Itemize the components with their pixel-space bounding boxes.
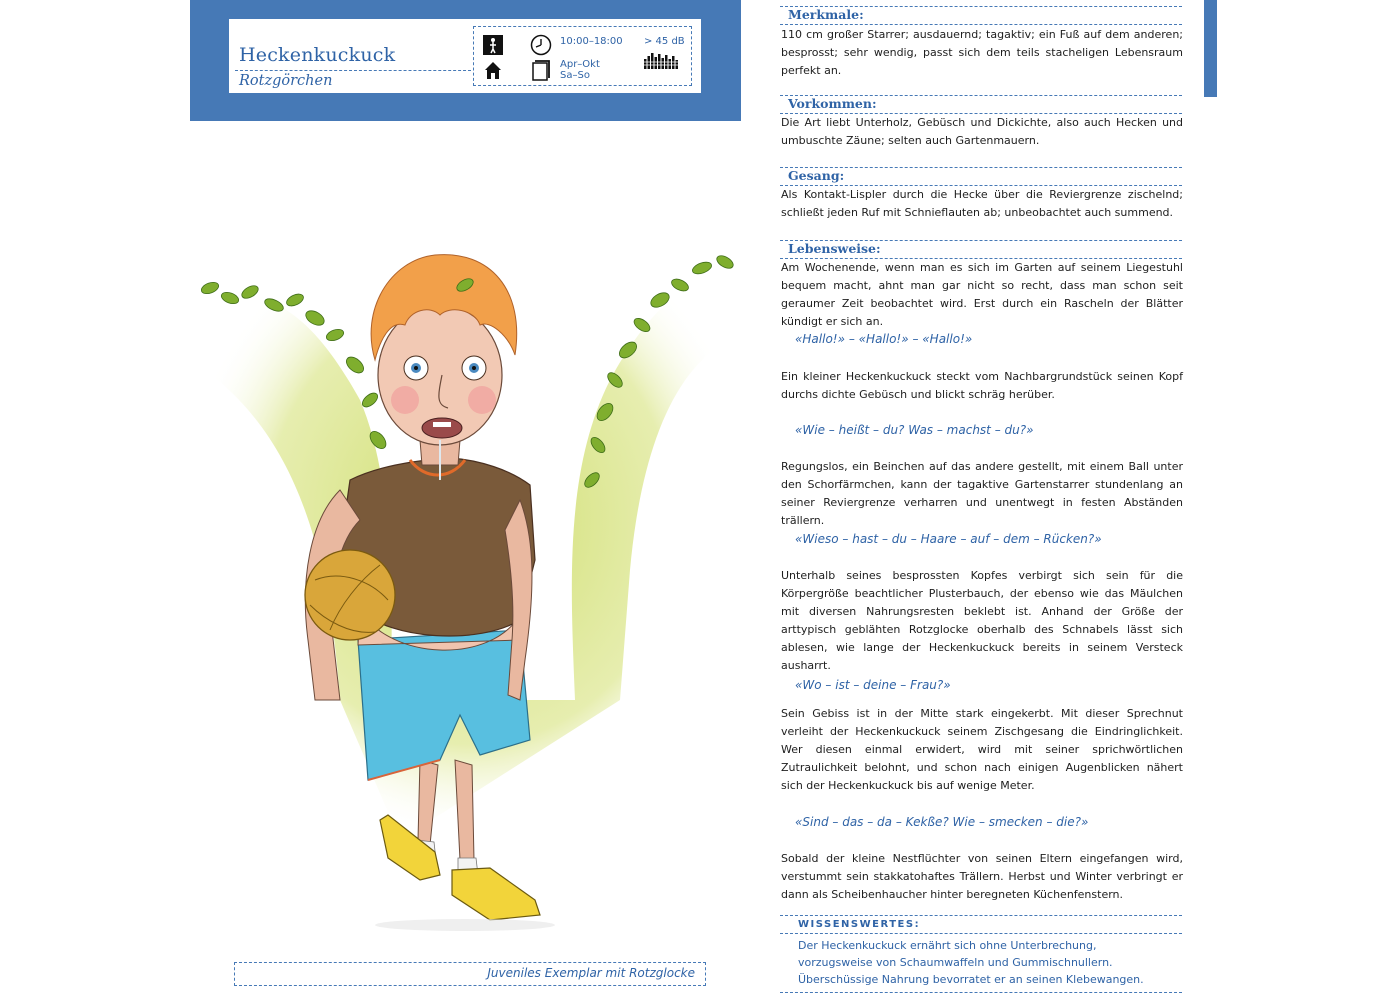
heading-vorkommen: Vorkommen: bbox=[788, 96, 877, 111]
heading-wissenswertes: WISSENSWERTES: bbox=[798, 919, 921, 930]
juvenile-figure bbox=[305, 255, 540, 920]
quote-3: «Wieso – hast – du – Haare – auf – dem – Rücken?» bbox=[795, 532, 1102, 546]
illustration bbox=[190, 140, 750, 940]
illustration-caption: Juveniles Exemplar mit Rotzglocke bbox=[487, 966, 695, 980]
title-divider bbox=[235, 70, 471, 71]
info-box bbox=[473, 26, 692, 86]
text-lebensweise-3: Regungslos, ein Beinchen auf das andere gestellt, mit einem Ball unter den Schorfärmchen, kann der tagaktive Gartenstarrer stundenlang an seiner Reviergrenze verharren und unentwegt in festen Abständen trällern. bbox=[781, 460, 1183, 527]
heading-gesang: Gesang: bbox=[788, 168, 845, 183]
text-lebensweise-1: Am Wochenende, wenn man es sich im Garten auf seinem Liegestuhl bequem macht, ahnt man gar nicht so recht, dass man schon seit geraumer Zeit beobachtet wird. Erst durch ein Rascheln der Blätter kündigt er sich an. bbox=[781, 261, 1183, 328]
house-icon bbox=[483, 60, 503, 80]
section-divider bbox=[780, 24, 1182, 25]
text-lebensweise-4: Unterhalb seines besprossten Kopfes verbirgt sich sein für die Körpergröße beachtlicher Plusterbauch, der ebenso wie das Mäulchen mit diversen Nahrungsresten beklebt ist. Anhand der Größe der arttypisch geblähten Rotzglocke oberhalb des Schnabels lässt sich ablesen, wie lange der Heckenkuckuck bereits in seinem Versteck ausharrt. bbox=[781, 569, 1183, 672]
text-lebensweise-5: Sein Gebiss ist in der Mitte stark eingekerbt. Mit dieser Sprechnut verleiht der Heckenkuckuck seinem Zischgesang die Eindringlichkeit. Wer diesen einmal erwidert, wird mit seiner sprichwörtlichen Zutraulichkeit belohnt, und schon nach einigen Augenblicken nähert sich der Heckenkuckuck bis auf wenige Meter. bbox=[781, 707, 1183, 792]
time-range: 10:00–18:00 bbox=[560, 36, 623, 47]
text-merkmale: 110 cm großer Starrer; ausdauernd; tagaktiv; ein Fuß auf dem anderen; besprosst; sehr wendig, passt sich dem teils stacheligen Lebensraum perfekt an. bbox=[781, 28, 1183, 77]
section-divider bbox=[780, 933, 1182, 934]
text-lebensweise-2: Ein kleiner Heckenkuckuck steckt vom Nachbargrundstück seinen Kopf durchs dichte Gebüsch und blickt schräg herüber. bbox=[781, 370, 1183, 401]
species-nickname: Rotzgörchen bbox=[239, 73, 333, 89]
volume-bars-icon bbox=[644, 51, 680, 69]
quote-4: «Wo – ist – deine – Frau?» bbox=[795, 678, 951, 692]
section-divider bbox=[780, 915, 1182, 916]
text-lebensweise-6: Sobald der kleine Nestflüchter von seinen Eltern eingefangen wird, verstummt sein stakkatohaftes Trällern. Herbst und Winter verbringt er dann als Scheibenhaucher hinter beregneten Küchenfenstern. bbox=[781, 852, 1183, 901]
heading-merkmale: Merkmale: bbox=[788, 7, 864, 22]
caption-box bbox=[234, 962, 706, 986]
volume-level: > 45 dB bbox=[644, 36, 685, 47]
quote-5: «Sind – das – da – Kekße? Wie – smecken – die?» bbox=[795, 815, 1089, 829]
section-divider bbox=[780, 992, 1182, 993]
clock-icon bbox=[530, 34, 552, 56]
day-range: Sa–So bbox=[560, 70, 590, 81]
heading-lebensweise: Lebensweise: bbox=[788, 241, 881, 256]
text-wissenswertes: Der Heckenkuckuck ernährt sich ohne Unterbrechung, vorzugsweise von Schaumwaffeln und Gummischnullern. Überschüssige Nahrung bevorratet er an seinen Klebewangen. bbox=[798, 939, 1144, 986]
quote-1: «Hallo!» – «Hallo!» – «Hallo!» bbox=[795, 332, 973, 346]
text-vorkommen: Die Art liebt Unterholz, Gebüsch und Dickichte, also auch Hecken und umbuschte Zäune; selten auch Gartenmauern. bbox=[781, 116, 1183, 147]
figure-icon bbox=[483, 35, 503, 55]
text-gesang: Als Kontakt-Lispler durch die Hecke über die Reviergrenze zischelnd; schließt jeden Ruf mit Schnieflauten ab; unbeobachtet auch summend. bbox=[781, 188, 1183, 219]
season-range: Apr–Okt bbox=[560, 59, 600, 70]
calendar-icon bbox=[532, 60, 550, 81]
species-name: Heckenkuckuck bbox=[239, 44, 396, 66]
quote-2: «Wie – heißt – du? Was – machst – du?» bbox=[795, 423, 1034, 437]
page-edge-tab bbox=[1204, 0, 1217, 97]
